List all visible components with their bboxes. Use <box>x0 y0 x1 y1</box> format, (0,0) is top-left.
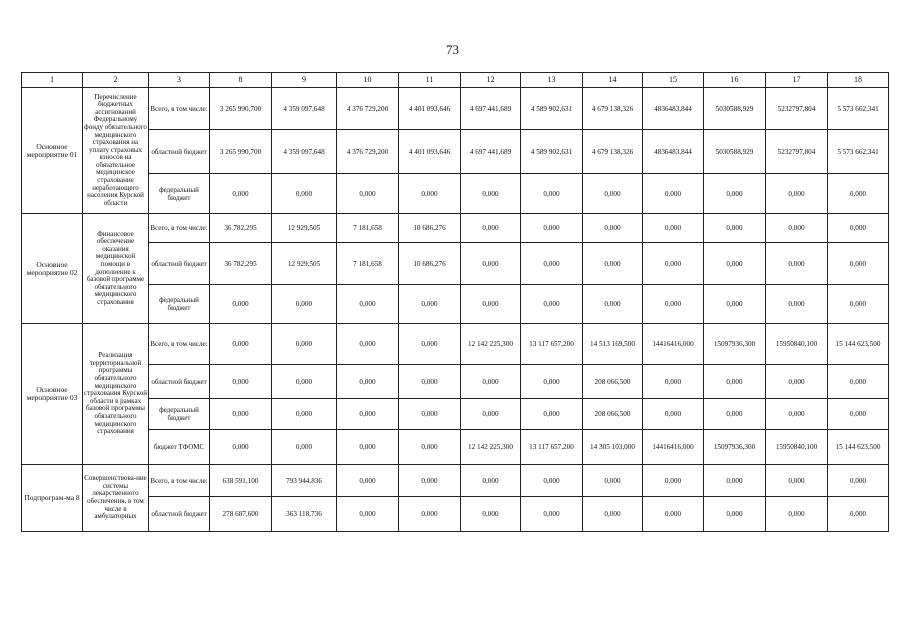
header-cell: 18 <box>828 73 889 88</box>
value-cell: 36 782,295 <box>210 214 272 243</box>
value-cell: 0,000 <box>583 497 643 532</box>
value-cell: 4 679 138,326 <box>583 130 643 174</box>
header-cell: 16 <box>704 73 766 88</box>
budget-table <box>21 72 889 532</box>
value-cell: 0,000 <box>337 365 399 399</box>
header-cell: 11 <box>399 73 461 88</box>
table-row <box>22 214 889 243</box>
value-cell: 0,000 <box>828 465 889 497</box>
value-cell: 7 181,658 <box>337 214 399 243</box>
value-cell: 4 376 729,200 <box>337 88 399 130</box>
value-cell: 4 697 441,689 <box>461 88 521 130</box>
value-cell: 0,000 <box>272 399 337 430</box>
header-cell: 1 <box>22 73 83 88</box>
value-cell: 0,000 <box>399 465 461 497</box>
value-cell: 4 359 097,648 <box>272 130 337 174</box>
value-cell: 14 513 169,500 <box>583 324 643 365</box>
value-cell: 0,000 <box>337 497 399 532</box>
value-cell: 0,000 <box>766 497 828 532</box>
group-description-cell: Финансовое обеспечение оказания медицинской помощи в дополнение к базовой программе обязательного медицинского страхования <box>83 214 149 324</box>
table-row <box>22 365 889 399</box>
value-cell: 4 359 097,648 <box>272 88 337 130</box>
group-description-cell: Перечисление бюджетных ассигнований Федеральному фонду обязательного медицинского страхования на уплату страховых взносов на обязательное медицинское страхование неработающего населения Курской области <box>83 88 149 214</box>
value-cell: 208 066,500 <box>583 399 643 430</box>
value-cell: 4 589 902,631 <box>521 130 583 174</box>
value-cell: 0,000 <box>272 324 337 365</box>
value-cell: 0,000 <box>210 430 272 465</box>
value-cell: 0,000 <box>704 497 766 532</box>
value-cell: 0,000 <box>399 430 461 465</box>
value-cell: 0,000 <box>583 285 643 324</box>
value-cell: 3 265 990,700 <box>210 88 272 130</box>
value-cell: 0,000 <box>583 174 643 214</box>
header-cell: 14 <box>583 73 643 88</box>
header-cell: 15 <box>643 73 704 88</box>
table-row <box>22 430 889 465</box>
value-cell: 14416416,000 <box>643 324 704 365</box>
value-cell: 0,000 <box>272 285 337 324</box>
value-cell: 15097936,300 <box>704 324 766 365</box>
value-cell: 0,000 <box>399 285 461 324</box>
funding-source-cell: Всего, в том числе: <box>149 465 210 497</box>
value-cell: 0,000 <box>643 465 704 497</box>
value-cell: 0,000 <box>704 214 766 243</box>
value-cell: 14416416,000 <box>643 430 704 465</box>
value-cell: 0,000 <box>210 399 272 430</box>
table-row <box>22 399 889 430</box>
value-cell: 5030588,929 <box>704 88 766 130</box>
funding-source-cell: Всего, в том числе: <box>149 324 210 365</box>
value-cell: 12 142 225,300 <box>461 430 521 465</box>
value-cell: 0,000 <box>704 285 766 324</box>
value-cell: 5232797,804 <box>766 130 828 174</box>
value-cell: 0,000 <box>521 399 583 430</box>
group-name-cell: Подпрограм-ма 8 <box>22 465 83 532</box>
header-cell: 3 <box>149 73 210 88</box>
value-cell: 0,000 <box>461 214 521 243</box>
value-cell: 0,000 <box>643 285 704 324</box>
value-cell: 0,000 <box>399 174 461 214</box>
value-cell: 4 376 729,200 <box>337 130 399 174</box>
value-cell: 15950840,100 <box>766 324 828 365</box>
value-cell: 0,000 <box>337 430 399 465</box>
value-cell: 0,000 <box>210 285 272 324</box>
value-cell: 0,000 <box>461 365 521 399</box>
value-cell: 0,000 <box>828 243 889 285</box>
value-cell: 4 401 093,646 <box>399 130 461 174</box>
value-cell: 0,000 <box>704 174 766 214</box>
group-name-cell: Основное мероприятие 01 <box>22 88 83 214</box>
value-cell: 5 573 662,341 <box>828 88 889 130</box>
value-cell: 0,000 <box>521 214 583 243</box>
value-cell: 15097936,300 <box>704 430 766 465</box>
value-cell: 7 181,658 <box>337 243 399 285</box>
value-cell: 0,000 <box>461 243 521 285</box>
value-cell: 363 118,736 <box>272 497 337 532</box>
value-cell: 0,000 <box>337 324 399 365</box>
funding-source-cell: федеральный бюджет <box>149 285 210 324</box>
value-cell: 15950840,100 <box>766 430 828 465</box>
value-cell: 793 944,836 <box>272 465 337 497</box>
group-description-cell: Совершенствова-ние системы лекарственного обеспечения, в том числе в амбулаторных <box>83 465 149 532</box>
funding-source-cell: бюджет ТФОМС <box>149 430 210 465</box>
value-cell: 12 142 225,300 <box>461 324 521 365</box>
value-cell: 0,000 <box>828 497 889 532</box>
value-cell: 12 929,505 <box>272 243 337 285</box>
value-cell: 0,000 <box>583 214 643 243</box>
value-cell: 0,000 <box>828 174 889 214</box>
funding-source-cell: областной бюджет <box>149 497 210 532</box>
value-cell: 0,000 <box>337 174 399 214</box>
value-cell: 0,000 <box>766 365 828 399</box>
value-cell: 0,000 <box>337 465 399 497</box>
value-cell: 0,000 <box>399 324 461 365</box>
funding-source-cell: областной бюджет <box>149 130 210 174</box>
value-cell: 13 117 657,200 <box>521 430 583 465</box>
value-cell: 4 697 441,689 <box>461 130 521 174</box>
value-cell: 4836483,844 <box>643 88 704 130</box>
value-cell: 13 117 657,200 <box>521 324 583 365</box>
table-row <box>22 324 889 365</box>
value-cell: 0,000 <box>643 365 704 399</box>
value-cell: 0,000 <box>399 497 461 532</box>
value-cell: 0,000 <box>521 365 583 399</box>
value-cell: 0,000 <box>643 214 704 243</box>
table-row <box>22 130 889 174</box>
table-row <box>22 243 889 285</box>
table-row <box>22 465 889 497</box>
value-cell: 0,000 <box>337 399 399 430</box>
value-cell: 4 589 902,631 <box>521 88 583 130</box>
value-cell: 0,000 <box>210 174 272 214</box>
page-number: 73 <box>446 42 459 57</box>
value-cell: 0,000 <box>766 214 828 243</box>
value-cell: 0,000 <box>704 465 766 497</box>
funding-source-cell: областной бюджет <box>149 243 210 285</box>
value-cell: 5232797,804 <box>766 88 828 130</box>
value-cell: 0,000 <box>521 497 583 532</box>
funding-source-cell: Всего, в том числе: <box>149 88 210 130</box>
value-cell: 4 401 093,646 <box>399 88 461 130</box>
value-cell: 0,000 <box>461 399 521 430</box>
value-cell: 0,000 <box>521 174 583 214</box>
value-cell: 0,000 <box>461 285 521 324</box>
value-cell: 5 573 662,341 <box>828 130 889 174</box>
value-cell: 0,000 <box>828 285 889 324</box>
funding-source-cell: федеральный бюджет <box>149 174 210 214</box>
value-cell: 0,000 <box>704 243 766 285</box>
value-cell: 15 144 623,500 <box>828 430 889 465</box>
funding-source-cell: Всего, в том числе: <box>149 214 210 243</box>
table-row <box>22 285 889 324</box>
value-cell: 0,000 <box>704 365 766 399</box>
value-cell: 0,000 <box>643 174 704 214</box>
group-name-cell: Основное мероприятие 02 <box>22 214 83 324</box>
value-cell: 0,000 <box>583 465 643 497</box>
value-cell: 3 265 990,700 <box>210 130 272 174</box>
header-cell: 8 <box>210 73 272 88</box>
value-cell: 0,000 <box>210 324 272 365</box>
header-cell: 13 <box>521 73 583 88</box>
value-cell: 0,000 <box>399 399 461 430</box>
value-cell: 0,000 <box>521 465 583 497</box>
value-cell: 0,000 <box>461 465 521 497</box>
value-cell: 0,000 <box>704 399 766 430</box>
header-cell: 17 <box>766 73 828 88</box>
group-name-cell: Основное мероприятие 03 <box>22 324 83 465</box>
value-cell: 0,000 <box>766 243 828 285</box>
value-cell: 0,000 <box>461 174 521 214</box>
header-row <box>22 73 889 88</box>
value-cell: 10 686,276 <box>399 214 461 243</box>
value-cell: 0,000 <box>210 365 272 399</box>
table-row <box>22 88 889 130</box>
value-cell: 0,000 <box>828 365 889 399</box>
group-description-cell: Реализация территориальной программы обязательного медицинского страхования Курской области в рамках базовой программы обязательного медицинского страхования <box>83 324 149 465</box>
value-cell: 0,000 <box>828 399 889 430</box>
value-cell: 0,000 <box>766 174 828 214</box>
table-row <box>22 174 889 214</box>
value-cell: 15 144 623,500 <box>828 324 889 365</box>
value-cell: 0,000 <box>828 214 889 243</box>
value-cell: 0,000 <box>461 497 521 532</box>
value-cell: 0,000 <box>766 285 828 324</box>
funding-source-cell: областной бюджет <box>149 365 210 399</box>
value-cell: 4 679 138,326 <box>583 88 643 130</box>
value-cell: 0,000 <box>521 285 583 324</box>
value-cell: 5030588,929 <box>704 130 766 174</box>
value-cell: 0,000 <box>583 243 643 285</box>
value-cell: 0,000 <box>337 285 399 324</box>
value-cell: 0,000 <box>643 243 704 285</box>
value-cell: 0,000 <box>272 174 337 214</box>
value-cell: 0,000 <box>521 243 583 285</box>
funding-source-cell: федеральный бюджет <box>149 399 210 430</box>
header-cell: 2 <box>83 73 149 88</box>
value-cell: 0,000 <box>272 430 337 465</box>
value-cell: 0,000 <box>272 365 337 399</box>
table-row <box>22 497 889 532</box>
header-cell: 10 <box>337 73 399 88</box>
value-cell: 0,000 <box>399 365 461 399</box>
header-cell: 9 <box>272 73 337 88</box>
value-cell: 14 305 103,000 <box>583 430 643 465</box>
value-cell: 0,000 <box>766 465 828 497</box>
value-cell: 0,000 <box>643 497 704 532</box>
value-cell: 0,000 <box>643 399 704 430</box>
value-cell: 638 591,100 <box>210 465 272 497</box>
value-cell: 36 782,295 <box>210 243 272 285</box>
header-cell: 12 <box>461 73 521 88</box>
value-cell: 12 929,505 <box>272 214 337 243</box>
value-cell: 0,000 <box>766 399 828 430</box>
value-cell: 4836483,844 <box>643 130 704 174</box>
value-cell: 208 066,500 <box>583 365 643 399</box>
value-cell: 278 687,600 <box>210 497 272 532</box>
value-cell: 10 686,276 <box>399 243 461 285</box>
